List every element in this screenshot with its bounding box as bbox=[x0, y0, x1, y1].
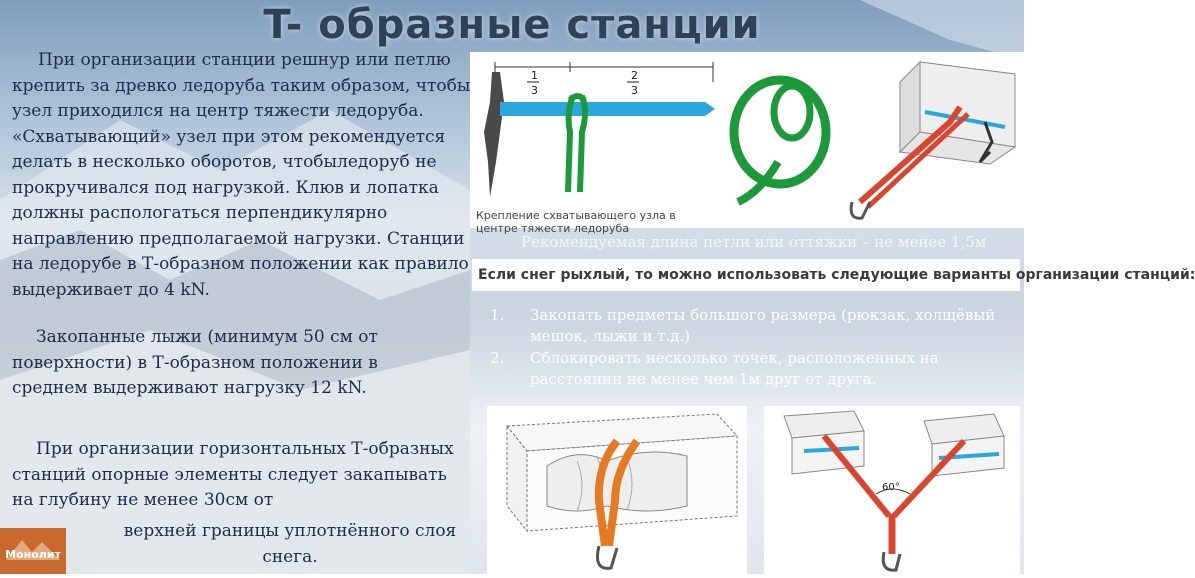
loose-snow-banner: Если снег рыхлый, то можно использовать следующие варианты организации станций: bbox=[472, 259, 1020, 291]
logo-mountain-icon bbox=[0, 528, 66, 574]
paragraph-horizontal-stations-end: верхней границы уплотнённого слоя снега. bbox=[123, 521, 457, 567]
paragraph-ice-axe-anchor: При организации станции решнур или петлю крепить за древко ледоруба таким образом, чтобы узел приходился на центр тяжести ледоруба. «Схватывающий» узел при этом рекомендуется делать в несколько оборотов, чтобыледоруб не прокручивался под нагрузкой. Клюв и лопатка должны распологаться перпендикулярно направлению предполагаемой нагрузки. Станции на ледорубе в Т-образном положении как правило выдерживает до 4 kN. bbox=[12, 50, 471, 300]
fraction-two-denominator: 3 bbox=[631, 84, 638, 97]
paragraph-buried-skis: Закопанные лыжи (минимум 50 см от поверхности) в Т-образном положении в среднем выдерживают нагрузку 12 kN. bbox=[12, 327, 378, 398]
loose-snow-options-list bbox=[490, 305, 1010, 391]
figure-t-anchor-red bbox=[840, 52, 1024, 228]
figure-buried-bag bbox=[487, 406, 747, 574]
list-item-text: Закопать предметы большого размера (рюкзак, холщёвый мешок, лыжи и т.д.) bbox=[530, 306, 996, 345]
fraction-one-numerator: 1 bbox=[531, 69, 538, 82]
buried-bag-diagram bbox=[487, 406, 747, 574]
t-anchor-diagram bbox=[840, 52, 1024, 228]
monolit-logo bbox=[0, 528, 66, 574]
ice-axe-diagram bbox=[470, 52, 720, 228]
list-item-number: 2. bbox=[490, 349, 505, 367]
slide-title: T- образные станции bbox=[263, 2, 761, 48]
list-item-number: 1. bbox=[490, 306, 505, 324]
figure-caption: Крепление схватывающего узла в центре тяжести ледоруба bbox=[476, 209, 676, 235]
angle-label: 60° bbox=[882, 482, 900, 493]
figure-ice-axe-knot bbox=[470, 52, 720, 235]
fraction-two-numerator: 2 bbox=[631, 69, 638, 82]
equalized-anchor-diagram bbox=[764, 406, 1020, 574]
list-item bbox=[490, 305, 1010, 347]
list-item-text: Сблокировать несколько точек, расположенных на расстоянии не менее чем 1м друг от друга. bbox=[530, 349, 939, 388]
logo-text: Монолит bbox=[5, 548, 61, 561]
figure-equalized-anchor bbox=[764, 406, 1020, 574]
list-item bbox=[490, 348, 1010, 390]
fraction-one-denominator: 3 bbox=[531, 84, 538, 97]
paragraph-horizontal-stations: При организации горизонтальных Т-образных станций опорные элементы следует закапывать на глубину не менее 30см от bbox=[12, 439, 454, 510]
knot-diagram bbox=[720, 52, 840, 228]
recommended-length-note: Рекомендуемая длина петли или оттяжки – не менее 1,5м bbox=[521, 233, 987, 251]
figure-prusik-knot bbox=[720, 52, 840, 228]
